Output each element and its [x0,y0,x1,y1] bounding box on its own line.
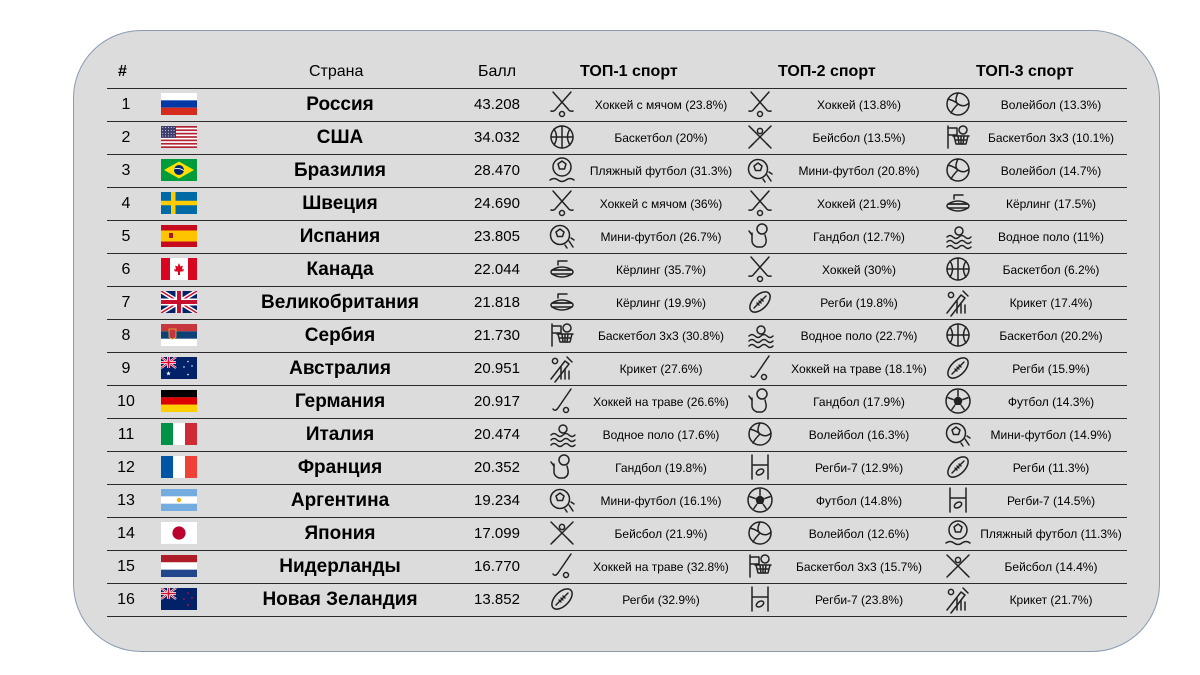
country-name: Германия [294,390,386,412]
top2-sport-label: Регби-7 (12.9%) [814,460,904,475]
row-divider [107,616,1127,617]
canada-flag-icon [161,258,197,280]
top1-sport-label: Кёрлинг (35.7%) [616,262,706,277]
futsal-icon [547,485,577,515]
hockey-icon [547,89,577,119]
futsal-icon [547,221,577,251]
score-value: 21.730 [474,327,520,344]
top1-sport-label: Мини-футбол (26.7%) [600,229,722,244]
rugby-icon [547,584,577,614]
top3-sport-label: Водное поло (11%) [998,229,1104,244]
field-hockey-icon [547,551,577,581]
score-value: 21.818 [474,294,520,311]
top1-sport-label: Пляжный футбол (31.3%) [589,163,733,178]
table-row [107,550,1127,583]
top3-sport-label: Крикет (17.4%) [1009,295,1093,310]
country-name: Сербия [304,324,376,346]
water-polo-icon [745,320,775,350]
football-icon [943,386,973,416]
top3-sport-label: Регби (15.9%) [1012,361,1090,376]
field-hockey-icon [745,353,775,383]
brazil-flag-icon [161,159,197,181]
top1-sport-label: Хоккей на траве (32.8%) [593,559,729,574]
country-name: Аргентина [290,489,390,511]
baseball-icon [943,551,973,581]
futsal-icon [745,155,775,185]
country-name: Франция [297,456,383,478]
score-value: 28.470 [474,162,520,179]
top1-sport-label: Баскетбол (20%) [614,130,708,145]
country-name: Великобритания [260,291,420,313]
top1-sport-label: Водное поло (17.6%) [602,427,720,442]
top2-sport-label: Хоккей (13.8%) [817,97,901,112]
table-row [107,253,1127,286]
rugby-7-icon [943,485,973,515]
top3-sport-label: Кёрлинг (17.5%) [1006,196,1096,211]
handball-icon [745,221,775,251]
rank-number: 9 [121,359,131,377]
hockey-icon [745,188,775,218]
country-name: Швеция [302,192,378,214]
futsal-icon [943,419,973,449]
top3-sport-label: Баскетбол (6.2%) [1002,262,1100,277]
rank-number: 12 [117,458,135,476]
basketball-3x3-icon [943,122,973,152]
russia-flag-icon [161,93,197,115]
score-value: 20.474 [474,426,520,443]
top1-sport-label: Регби (32.9%) [622,592,700,607]
curling-icon [547,254,577,284]
top3-sport-label: Футбол (14.3%) [1007,394,1095,409]
top1-sport-label: Хоккей с мячом (23.8%) [594,97,728,112]
table-row [107,352,1127,385]
score-value: 43.208 [474,96,520,113]
rank-number: 10 [117,392,135,410]
baseball-icon [547,518,577,548]
australia-flag-icon [161,357,197,379]
table-row [107,220,1127,253]
rank-number: 1 [121,95,131,113]
top2-sport-label: Мини-футбол (20.8%) [798,163,920,178]
country-name: Австралия [289,357,391,379]
spain-flag-icon [161,225,197,247]
cricket-icon [547,353,577,383]
rugby-icon [943,353,973,383]
curling-icon [547,287,577,317]
top3-sport-label: Волейбол (13.3%) [1000,97,1102,112]
serbia-flag-icon [161,324,197,346]
rank-number: 5 [121,227,131,245]
basketball-3x3-icon [745,551,775,581]
rank-number: 16 [117,590,135,608]
rugby-icon [745,287,775,317]
score-value: 16.770 [474,558,520,575]
table-row [107,319,1127,352]
volleyball-icon [745,419,775,449]
table-row [107,517,1127,550]
table-row [107,154,1127,187]
japan-flag-icon [161,522,197,544]
top2-sport-label: Регби (19.8%) [820,295,898,310]
basketball-3x3-icon [547,320,577,350]
country-name: Канада [306,258,374,280]
top2-sport-label: Волейбол (12.6%) [808,526,910,541]
rank-number: 4 [121,194,131,212]
country-name: Новая Зеландия [262,588,418,610]
header-number: # [118,63,127,80]
table-row [107,451,1127,484]
score-value: 13.852 [474,591,520,608]
netherlands-flag-icon [161,555,197,577]
basketball-icon [943,254,973,284]
italy-flag-icon [161,423,197,445]
top3-sport-label: Бейсбол (14.4%) [1004,559,1098,574]
top2-sport-label: Хоккей (21.9%) [817,196,901,211]
rank-number: 3 [121,161,131,179]
top1-sport-label: Гандбол (19.8%) [615,460,707,475]
top2-sport-label: Баскетбол 3х3 (15.7%) [795,559,923,574]
curling-icon [943,188,973,218]
score-value: 23.805 [474,228,520,245]
rugby-7-icon [745,452,775,482]
rank-number: 14 [117,524,135,542]
header-top2-sport: ТОП-2 спорт [778,63,876,80]
beach-soccer-icon [547,155,577,185]
rank-number: 8 [121,326,131,344]
top3-sport-label: Мини-футбол (14.9%) [990,427,1112,442]
country-name: Нидерланды [279,555,401,577]
top2-sport-label: Бейсбол (13.5%) [812,130,906,145]
cricket-icon [943,584,973,614]
water-polo-icon [943,221,973,251]
hockey-icon [745,254,775,284]
country-name: США [316,126,364,148]
table-row [107,583,1127,616]
table-row [107,484,1127,517]
top3-sport-label: Баскетбол (20.2%) [999,328,1103,343]
football-icon [745,485,775,515]
germany-flag-icon [161,390,197,412]
handball-icon [745,386,775,416]
top1-sport-label: Хоккей на траве (26.6%) [593,394,729,409]
top2-sport-label: Хоккей (30%) [822,262,896,277]
hockey-icon [745,89,775,119]
table-row [107,418,1127,451]
new-zealand-flag-icon [161,588,197,610]
top3-sport-label: Крикет (21.7%) [1009,592,1093,607]
basketball-icon [547,122,577,152]
top3-sport-label: Пляжный футбол (11.3%) [980,526,1122,541]
score-value: 20.917 [474,393,520,410]
sweden-flag-icon [161,192,197,214]
uk-flag-icon [161,291,197,313]
table-row [107,88,1127,121]
header-top1-sport: ТОП-1 спорт [580,63,678,80]
table-row [107,121,1127,154]
france-flag-icon [161,456,197,478]
top3-sport-label: Баскетбол 3х3 (10.1%) [987,130,1115,145]
score-value: 17.099 [474,525,520,542]
top2-sport-label: Хоккей на траве (18.1%) [791,361,927,376]
volleyball-icon [943,89,973,119]
hockey-icon [547,188,577,218]
header-score: Балл [478,63,517,80]
beach-soccer-icon [943,518,973,548]
country-name: Италия [305,423,375,445]
header-top3-sport: ТОП-3 спорт [976,63,1074,80]
top2-sport-label: Водное поло (22.7%) [800,328,918,343]
rank-number: 11 [117,425,135,443]
top2-sport-label: Регби-7 (23.8%) [814,592,904,607]
rank-number: 6 [121,260,131,278]
usa-flag-icon [161,126,197,148]
top2-sport-label: Гандбол (17.9%) [813,394,905,409]
baseball-icon [745,122,775,152]
volleyball-icon [943,155,973,185]
basketball-icon [943,320,973,350]
handball-icon [547,452,577,482]
table-row [107,286,1127,319]
top2-sport-label: Гандбол (12.7%) [813,229,905,244]
header-country: Страна [309,63,364,80]
rugby-7-icon [745,584,775,614]
cricket-icon [943,287,973,317]
top1-sport-label: Хоккей с мячом (36%) [599,196,723,211]
rank-number: 13 [117,491,135,509]
rugby-icon [943,452,973,482]
top2-sport-label: Футбол (14.8%) [815,493,903,508]
table-row [107,187,1127,220]
top1-sport-label: Баскетбол 3х3 (30.8%) [597,328,725,343]
rank-number: 2 [121,128,131,146]
top1-sport-label: Кёрлинг (19.9%) [616,295,706,310]
water-polo-icon [547,419,577,449]
score-value: 20.951 [474,360,520,377]
field-hockey-icon [547,386,577,416]
top3-sport-label: Регби-7 (14.5%) [1006,493,1096,508]
country-name: Россия [306,93,374,115]
table-row [107,385,1127,418]
top3-sport-label: Волейбол (14.7%) [1000,163,1102,178]
score-value: 19.234 [474,492,520,509]
top1-sport-label: Крикет (27.6%) [619,361,703,376]
country-name: Бразилия [293,159,387,181]
country-name: Испания [299,225,381,247]
top1-sport-label: Мини-футбол (16.1%) [600,493,722,508]
top1-sport-label: Бейсбол (21.9%) [614,526,708,541]
score-value: 24.690 [474,195,520,212]
rank-number: 15 [117,557,135,575]
score-value: 22.044 [474,261,520,278]
score-value: 20.352 [474,459,520,476]
argentina-flag-icon [161,489,197,511]
country-name: Япония [304,522,376,544]
rank-number: 7 [121,293,131,311]
score-value: 34.032 [474,129,520,146]
top2-sport-label: Волейбол (16.3%) [808,427,910,442]
top3-sport-label: Регби (11.3%) [1012,460,1090,475]
volleyball-icon [745,518,775,548]
